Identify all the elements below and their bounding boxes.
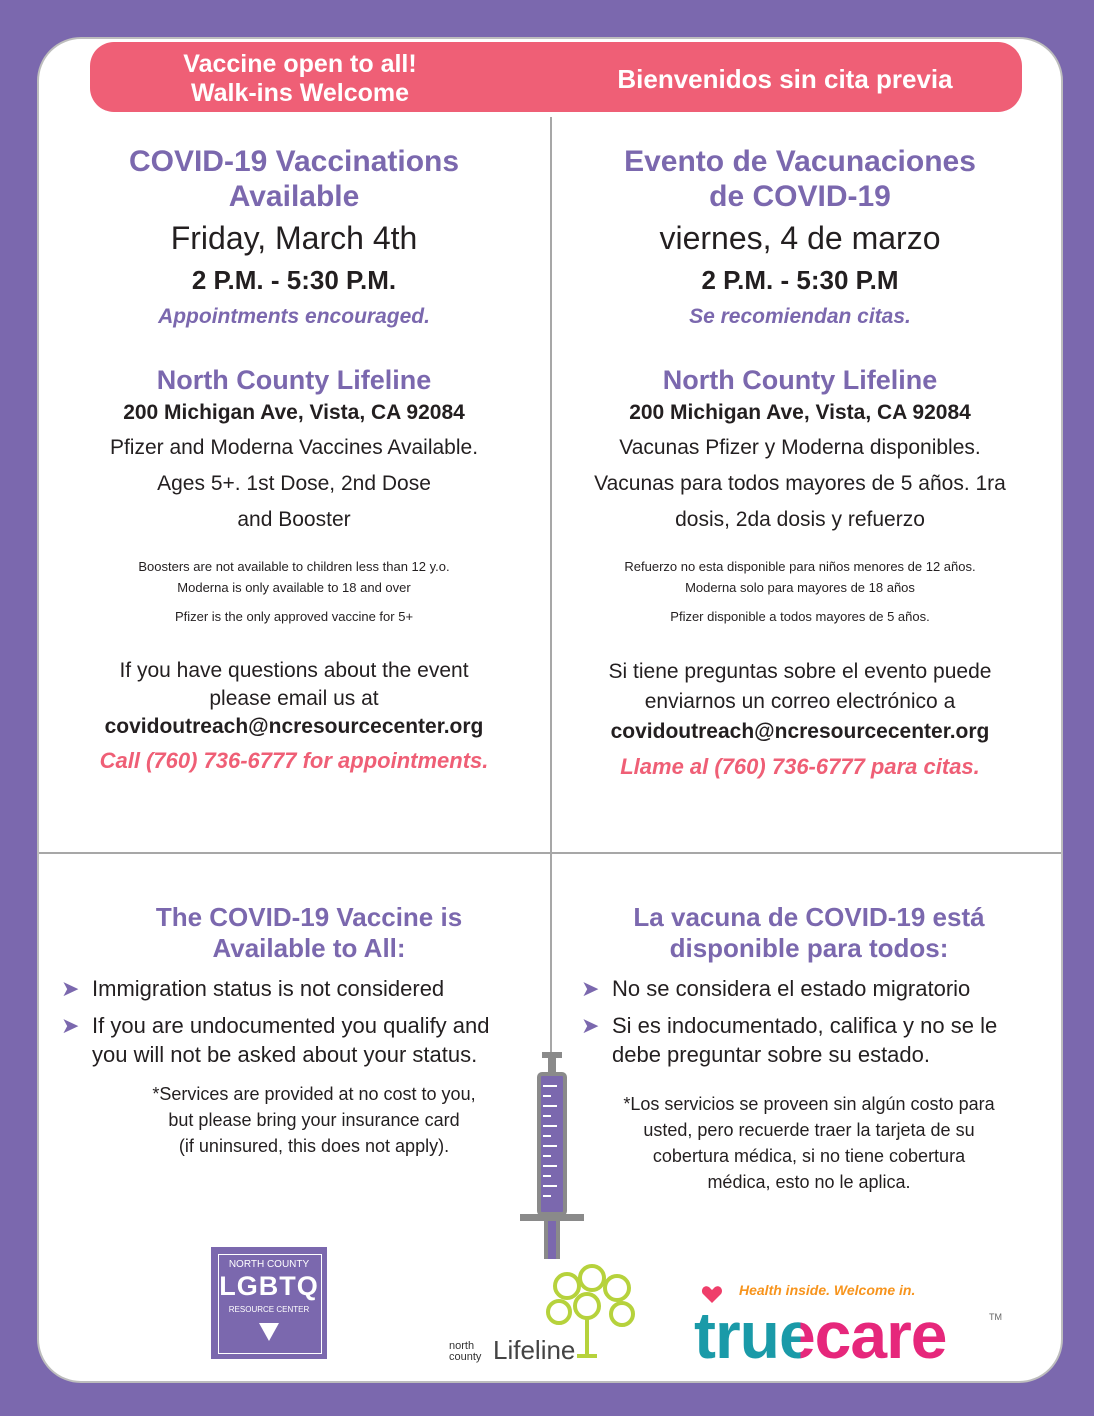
bullet-text: Immigration status is not considered [92,976,445,1001]
bullet-text: Si es indocumentado, califica y no se le debe preguntar sobre su estado. [612,1013,998,1067]
note-line: médica, esto no le aplica. [707,1172,911,1192]
note-line: cobertura médica, si no tiene cobertura [652,1146,966,1166]
bullet-text: If you are undocumented you qualify and you will not be asked about your status. [92,1013,490,1067]
title-line: Available [228,180,360,213]
org-name: North County Lifeline [662,365,938,395]
info-line: Ages 5+. 1st Dose, 2nd Dose [157,472,431,495]
english-bullet-list [59,974,529,1069]
note-line: Pfizer disponible a todos mayores de 5 años. [670,609,930,624]
vaccine-info [554,430,1046,538]
note-line: Boosters are not available to children less than 12 y.o. [138,559,450,574]
title-line: La vacuna de COVID-19 está [633,902,985,932]
arrow-bullet-icon: ➤ [581,1013,600,1038]
title-line: de COVID-19 [709,180,891,213]
english-event-section [49,144,539,775]
phone-link[interactable]: Call (760) 736-6777 for appointments. [99,748,489,773]
title-line: Evento de Vacunaciones [624,145,976,178]
note-line: usted, pero recuerde traer la tarjeta de su [643,1120,975,1140]
info-line: and Booster [237,508,351,531]
appointments-note: Se recomiendan citas. [689,305,911,328]
address: 200 Michigan Ave, Vista, CA 92084 [123,401,465,424]
vaccine-info [49,430,539,538]
eligibility-notes [554,556,1046,627]
title-line: Available to All: [212,933,406,963]
english-eligibility-section [59,902,529,1159]
list-item [59,974,529,1003]
info-line: Vacunas para todos mayores de 5 años. 1ra [594,472,1006,495]
note-line: Pfizer is the only approved vaccine for 5+ [174,609,414,624]
banner-line: Vaccine open to all! [183,50,417,78]
logo-text: TM [989,1312,1002,1322]
list-item [579,974,1039,1003]
spanish-section-title [579,902,1039,964]
question-line: If you have questions about the event [119,659,469,682]
email-link[interactable]: covidoutreach@ncresourcecenter.org [610,720,990,743]
appointments-note: Appointments encouraged. [158,305,430,328]
horizontal-divider [39,852,1061,854]
spanish-bullet-list [579,974,1039,1069]
title-line: COVID-19 Vaccinations [128,145,460,178]
note-line: but please bring your insurance card [168,1110,460,1130]
logo-text: county [449,1351,482,1363]
contact-question [554,657,1046,717]
arrow-bullet-icon: ➤ [61,976,80,1001]
event-date: viernes, 4 de marzo [659,220,941,256]
title-line: disponible para todos: [669,933,949,963]
note-line: *Services are provided at no cost to you, [152,1084,476,1104]
triangle-icon [257,1321,281,1343]
address: 200 Michigan Ave, Vista, CA 92084 [629,401,971,424]
arrow-bullet-icon: ➤ [61,1013,80,1038]
title-line: The COVID-19 Vaccine is [155,902,463,932]
lgbtq-resource-center-logo [211,1247,327,1359]
list-item [59,1011,529,1069]
logo-text: RESOURCE CENTER [228,1305,310,1314]
cost-note [59,1081,529,1159]
email-link[interactable]: covidoutreach@ncresourcecenter.org [104,715,484,738]
cost-note [579,1091,1039,1195]
info-line: dosis, 2da dosis y refuerzo [675,508,925,531]
spanish-event-section [554,144,1046,781]
note-line: *Los servicios se proveen sin algún costo para [623,1094,995,1114]
banner-english [90,50,510,108]
arrow-bullet-icon: ➤ [581,976,600,1001]
spanish-title [554,144,1046,214]
note-line: Moderna solo para mayores de 18 años [685,580,915,595]
banner-spanish: Bienvenidos sin cita previa [617,64,953,94]
logo-text: LGBTQ [219,1271,319,1301]
note-line: Refuerzo no esta disponible para niños menores de 12 años. [624,559,976,574]
english-section-title [59,902,529,964]
logo-text: NORTH COUNTY [228,1259,310,1270]
list-item [579,1011,1039,1069]
question-line: enviarnos un correo electrónico a [644,690,956,713]
event-date: Friday, March 4th [170,220,418,256]
note-line: (if uninsured, this does not apply). [178,1136,450,1156]
english-title [49,144,539,214]
phone-link[interactable]: Llame al (760) 736-6777 para citas. [620,754,980,779]
bullet-text: No se considera el estado migratorio [612,976,971,1001]
spanish-eligibility-section [579,902,1039,1195]
event-time: 2 P.M. - 5:30 P.M [701,265,899,295]
org-name: North County Lifeline [156,365,432,395]
banner-line: Walk-ins Welcome [190,79,410,107]
info-line: Vacunas Pfizer y Moderna disponibles. [619,436,981,459]
contact-question [49,657,539,713]
logo-wordmark: truecare [694,1298,947,1372]
question-line: please email us at [209,687,379,710]
eligibility-notes [49,556,539,627]
header-banner [90,42,1022,112]
event-time: 2 P.M. - 5:30 P.M. [191,265,397,295]
syringe-icon [517,1044,587,1264]
flyer-card [37,37,1063,1383]
info-line: Pfizer and Moderna Vaccines Available. [109,436,479,459]
note-line: Moderna is only available to 18 and over [177,580,411,595]
logo-text: north [449,1340,475,1352]
logo-tagline: Health inside. Welcome in. [739,1282,916,1298]
logo-text: Lifeline [493,1335,576,1365]
question-line: Si tiene preguntas sobre el evento puede [608,660,992,683]
